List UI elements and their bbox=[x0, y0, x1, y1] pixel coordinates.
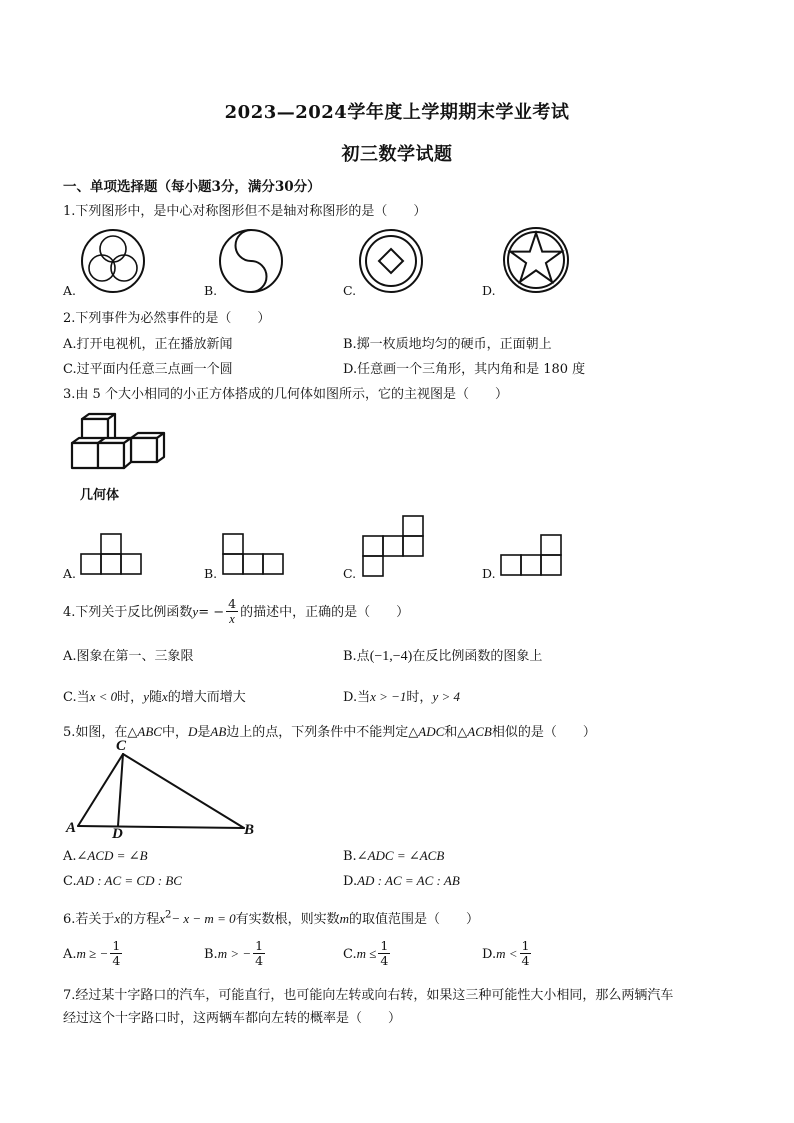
q6-opta-rel: m ≥ − bbox=[76, 946, 109, 961]
q4-optd-mid: 时， bbox=[406, 690, 433, 705]
q5-stem-p6: 相似的是（ ） bbox=[491, 725, 596, 740]
q6-stem-p1: 6.若关于 bbox=[63, 912, 115, 927]
q3-label-d: D. bbox=[482, 566, 496, 581]
q3-view-d bbox=[500, 534, 564, 576]
q5-optd-label: D. bbox=[343, 874, 358, 889]
q1-label-d: D. bbox=[482, 283, 496, 298]
q6-optb-label: B. bbox=[204, 947, 218, 962]
q4-optc-mid2: 随 bbox=[148, 690, 162, 705]
q3-solid-figure bbox=[68, 410, 178, 482]
q5-option-a bbox=[63, 848, 148, 864]
q6-optb-frac bbox=[253, 939, 265, 968]
q6-opta-den: 4 bbox=[112, 953, 121, 968]
q5-label-b: B bbox=[244, 822, 255, 838]
q6-optb-rel: m > − bbox=[217, 946, 252, 961]
q5-label-d: D bbox=[112, 826, 123, 842]
q5-optc-math: AD : AC = CD : BC bbox=[76, 873, 182, 888]
q5-abc: ABC bbox=[137, 724, 162, 739]
q4-optc-x: x bbox=[161, 689, 168, 704]
q6-eq-x: x bbox=[159, 911, 165, 926]
q5-optd-math: AD : AC = AC : AB bbox=[357, 873, 460, 888]
q4-stem-prefix: 4.下列关于反比例函数 bbox=[63, 605, 193, 620]
q5-opta-label: A. bbox=[63, 849, 77, 864]
q6-stem-p3: 有实数根，则实数 bbox=[235, 912, 340, 927]
q3-view-c bbox=[362, 515, 426, 577]
q5-option-c bbox=[63, 873, 182, 889]
q1-figure-c bbox=[358, 228, 424, 294]
q2-option-d: D.任意画一个三角形，其内角和是 180 度 bbox=[343, 362, 586, 377]
q3-view-a bbox=[80, 533, 144, 575]
q6-stem-p2: 的方程 bbox=[120, 912, 160, 927]
q4-stem-suffix: 的描述中，正确的是（ ） bbox=[240, 605, 410, 620]
q6-optc-frac bbox=[378, 939, 390, 968]
q4-equals-minus: = − bbox=[198, 605, 225, 620]
question-1-stem: 1.下列图形中，是中心对称图形但不是轴对称图形的是（ ） bbox=[63, 204, 427, 219]
q6-optc-num: 1 bbox=[380, 938, 389, 953]
q6-eq-exp: 2 bbox=[164, 909, 172, 921]
q1-figure-d bbox=[502, 226, 570, 294]
q3-label-c: C. bbox=[343, 566, 357, 581]
q5-stem-p1: 5.如图，在△ bbox=[63, 725, 138, 740]
q6-opta-frac bbox=[110, 939, 122, 968]
q1-label-c: C. bbox=[343, 283, 357, 298]
q5-d: D bbox=[187, 724, 198, 739]
exam-subtitle: 初三数学试题 bbox=[341, 144, 453, 165]
question-6-stem bbox=[63, 908, 479, 927]
q5-stem-p5: 和△ bbox=[444, 725, 468, 740]
q6-optc-label: C. bbox=[343, 947, 357, 962]
q1-figure-a bbox=[80, 228, 146, 294]
q6-optc-den: 4 bbox=[380, 953, 389, 968]
q6-optd-label: D. bbox=[482, 947, 497, 962]
q4-option-a: A.图象在第一、三象限 bbox=[63, 649, 194, 664]
q4-optc-mid: 时， bbox=[117, 690, 144, 705]
q1-figure-b bbox=[218, 228, 284, 294]
q4-optb-suffix: 在反比例函数的图象上 bbox=[412, 649, 543, 664]
q3-label-a: A. bbox=[63, 566, 77, 581]
question-3-stem: 3.由 5 个大小相同的小正方体搭成的几何体如图所示，它的主视图是（ ） bbox=[63, 387, 508, 402]
q6-optd-frac bbox=[520, 939, 532, 968]
q6-optb-num: 1 bbox=[255, 938, 264, 953]
exam-title: 2023—2024学年度上学期期末学业考试 bbox=[224, 102, 570, 123]
question-7-line-2: 经过这个十字路口时，这两辆车都向左转的概率是（ ） bbox=[63, 1011, 402, 1026]
q5-optb-label: B. bbox=[343, 849, 357, 864]
q6-optd-rel: m < bbox=[496, 946, 518, 961]
q5-triangle-figure bbox=[66, 740, 266, 846]
q6-option-d bbox=[482, 940, 533, 969]
q4-optb-point: (−1,−4) bbox=[369, 649, 413, 664]
q3-label-b: B. bbox=[204, 566, 218, 581]
q6-optc-rel: m ≤ bbox=[356, 946, 377, 961]
q4-den-var: x bbox=[229, 612, 235, 626]
q5-option-d bbox=[343, 873, 460, 889]
q6-m: m bbox=[339, 911, 349, 926]
q6-opta-label: A. bbox=[63, 947, 77, 962]
q4-optc-prefix: C.当 bbox=[63, 690, 90, 705]
q1-label-a: A. bbox=[63, 283, 77, 298]
q4-optd-res: y > 4 bbox=[432, 689, 460, 704]
q5-stem-p3: 是 bbox=[197, 725, 211, 740]
q6-option-c bbox=[343, 940, 392, 969]
q6-eq-rest: − x − m = 0 bbox=[171, 911, 236, 926]
q4-optc-suffix: 的增大而增大 bbox=[167, 690, 246, 705]
q6-optd-den: 4 bbox=[521, 953, 530, 968]
q4-option-c bbox=[63, 686, 246, 705]
q4-optd-cond: x > −1 bbox=[370, 689, 407, 704]
q4-optb-prefix: B.点 bbox=[343, 649, 370, 664]
q6-opta-num: 1 bbox=[112, 938, 121, 953]
question-4-stem bbox=[63, 598, 409, 627]
q4-denominator bbox=[226, 611, 238, 626]
q4-numerator: 4 bbox=[228, 596, 237, 611]
question-2-stem: 2.下列事件为必然事件的是（ ） bbox=[63, 311, 271, 326]
q5-optc-label: C. bbox=[63, 874, 77, 889]
q5-adc: ADC bbox=[418, 724, 445, 739]
q6-option-b bbox=[204, 940, 267, 969]
q4-fraction bbox=[226, 597, 238, 626]
q4-var-y: y bbox=[192, 604, 199, 619]
q5-stem-p4: 边上的点，下列条件中不能判定△ bbox=[226, 725, 419, 740]
q6-x: x bbox=[114, 911, 121, 926]
q5-label-a: A bbox=[66, 820, 77, 836]
q6-optb-den: 4 bbox=[255, 953, 264, 968]
q4-optd-prefix: D.当 bbox=[343, 690, 371, 705]
q4-option-b bbox=[343, 645, 542, 665]
q2-option-a: A.打开电视机，正在播放新闻 bbox=[63, 337, 233, 352]
q4-optc-y: y bbox=[143, 689, 149, 704]
section-heading: 一、单项选择题（每小题3分，满分30分） bbox=[63, 179, 321, 195]
q5-label-c: C bbox=[116, 738, 127, 754]
question-5-stem bbox=[63, 721, 596, 740]
q5-option-b bbox=[343, 848, 444, 864]
q4-option-d bbox=[343, 686, 460, 705]
q5-opta-math: ∠ACD = ∠B bbox=[76, 848, 148, 863]
q6-optd-num: 1 bbox=[521, 938, 530, 953]
q5-stem-p2: 中， bbox=[161, 725, 188, 740]
q1-label-b: B. bbox=[204, 283, 218, 298]
q2-option-b: B.掷一枚质地均匀的硬币，正面朝上 bbox=[343, 337, 552, 352]
q5-optb-math: ∠ADC = ∠ACB bbox=[356, 848, 445, 863]
q3-view-b bbox=[222, 533, 286, 575]
q5-ab: AB bbox=[210, 724, 227, 739]
q2-option-c: C.过平面内任意三点画一个圆 bbox=[63, 362, 233, 377]
q3-figure-caption: 几何体 bbox=[80, 488, 120, 503]
q4-optc-cond: x < 0 bbox=[89, 689, 118, 704]
q6-option-a bbox=[63, 940, 124, 969]
question-7-line-1: 7.经过某十字路口的汽车，可能直行，也可能向左转或向右转，如果这三种可能性大小相同，那么两辆汽车 bbox=[63, 988, 674, 1003]
q5-acb: ACB bbox=[467, 724, 492, 739]
q6-stem-p4: 的取值范围是（ ） bbox=[349, 912, 480, 927]
